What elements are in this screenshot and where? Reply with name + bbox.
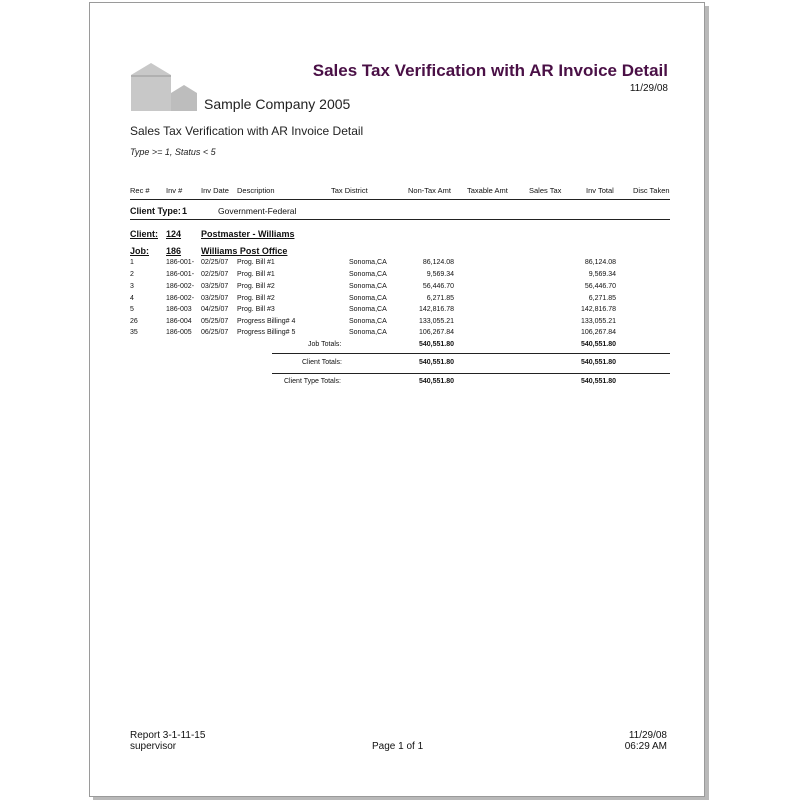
job-totals-total: 540,551.80 [580, 341, 616, 348]
footer-report-id: Report 3-1-11-15 [130, 730, 206, 741]
col-inv: Inv # [166, 186, 183, 195]
report-title: Sales Tax Verification with AR Invoice Detail [312, 61, 668, 80]
row-inv: 186-001- [166, 271, 195, 278]
col-taxable-amt: Taxable Amt [467, 186, 508, 195]
row-inv: 186-002- [166, 295, 195, 302]
row-date: 05/25/07 [201, 318, 229, 325]
row-non-tax: 86,124.08 [422, 259, 454, 266]
job-totals-label: Job Totals: [308, 341, 342, 348]
row-desc: Prog. Bill #2 [237, 283, 275, 290]
row-district: Sonoma,CA [349, 283, 387, 290]
row-inv: 186-002- [166, 283, 195, 290]
report-filter: Type >= 1, Status < 5 [130, 147, 216, 157]
row-rec: 5 [130, 306, 134, 313]
row-district: Sonoma,CA [349, 259, 387, 266]
row-inv: 186-003 [166, 306, 192, 313]
row-date: 03/25/07 [201, 295, 229, 302]
row-district: Sonoma,CA [349, 271, 387, 278]
footer-user: supervisor [130, 741, 177, 752]
col-disc-taken: Disc Taken [633, 186, 670, 195]
row-rec: 1 [130, 259, 134, 266]
row-total: 9,569.34 [588, 271, 616, 278]
client-type-value: 1 [182, 206, 188, 216]
row-non-tax: 133,055.21 [418, 318, 454, 325]
client-totals-total: 540,551.80 [580, 359, 616, 366]
job-id: 186 [166, 246, 182, 256]
col-sales-tax: Sales Tax [529, 186, 562, 195]
footer-time: 06:29 AM [624, 741, 667, 752]
row-rec: 3 [130, 283, 134, 290]
footer-date: 11/29/08 [628, 730, 667, 741]
row-rec: 35 [130, 329, 138, 336]
row-non-tax: 56,446.70 [422, 283, 454, 290]
footer-page: Page 1 of 1 [372, 741, 424, 752]
client-type-totals-non-tax: 540,551.80 [418, 378, 454, 385]
client-type-totals-label: Client Type Totals: [284, 378, 341, 385]
row-district: Sonoma,CA [349, 329, 387, 336]
client-totals-rule [272, 373, 670, 374]
row-total: 133,055.21 [580, 318, 616, 325]
client-totals-non-tax: 540,551.80 [418, 359, 454, 366]
row-date: 06/25/07 [201, 329, 229, 336]
row-total: 6,271.85 [588, 295, 616, 302]
row-desc: Prog. Bill #3 [237, 306, 275, 313]
report-subtitle: Sales Tax Verification with AR Invoice Detail [130, 124, 364, 138]
job-totals-non-tax: 540,551.80 [418, 341, 454, 348]
row-inv: 186-004 [166, 318, 192, 325]
row-desc: Prog. Bill #1 [237, 271, 275, 278]
report-page [89, 2, 705, 797]
report-date: 11/29/08 [629, 83, 668, 94]
client-id: 124 [166, 229, 182, 239]
job-label: Job: [130, 246, 149, 256]
row-inv: 186-005 [166, 329, 192, 336]
row-date: 03/25/07 [201, 283, 229, 290]
col-non-tax-amt: Non-Tax Amt [408, 186, 451, 195]
row-non-tax: 6,271.85 [426, 295, 454, 302]
row-rec: 4 [130, 295, 134, 302]
row-inv: 186-001- [166, 259, 195, 266]
job-name: Williams Post Office [201, 246, 288, 256]
col-rec: Rec # [130, 186, 150, 195]
row-desc: Progress Billing# 5 [237, 329, 296, 336]
row-total: 106,267.84 [580, 329, 616, 336]
row-date: 04/25/07 [201, 306, 229, 313]
row-district: Sonoma,CA [349, 295, 387, 302]
row-non-tax: 142,816.78 [418, 306, 454, 313]
row-rec: 2 [130, 271, 134, 278]
client-type-rule [130, 219, 670, 220]
row-total: 86,124.08 [584, 259, 616, 266]
row-desc: Prog. Bill #2 [237, 295, 275, 302]
header-rule [130, 199, 670, 200]
col-description: Description [237, 186, 275, 195]
row-date: 02/25/07 [201, 259, 229, 266]
client-totals-label: Client Totals: [302, 359, 342, 366]
col-tax-district: Tax District [331, 186, 368, 195]
row-district: Sonoma,CA [349, 306, 387, 313]
client-type-label: Client Type: [130, 206, 181, 216]
client-label: Client: [130, 229, 158, 239]
col-inv-date: Inv Date [201, 186, 229, 195]
col-inv-total: Inv Total [586, 186, 614, 195]
row-non-tax: 106,267.84 [418, 329, 454, 336]
row-rec: 26 [130, 318, 138, 325]
client-type-name: Government-Federal [218, 206, 297, 216]
row-non-tax: 9,569.34 [426, 271, 454, 278]
row-total: 142,816.78 [580, 306, 616, 313]
row-total: 56,446.70 [584, 283, 616, 290]
company-name: Sample Company 2005 [204, 96, 351, 112]
client-name: Postmaster - Williams [201, 229, 295, 239]
job-totals-rule [272, 353, 670, 354]
row-desc: Progress Billing# 4 [237, 318, 296, 325]
row-district: Sonoma,CA [349, 318, 387, 325]
row-date: 02/25/07 [201, 271, 229, 278]
row-desc: Prog. Bill #1 [237, 259, 275, 266]
client-type-totals-total: 540,551.80 [580, 378, 616, 385]
